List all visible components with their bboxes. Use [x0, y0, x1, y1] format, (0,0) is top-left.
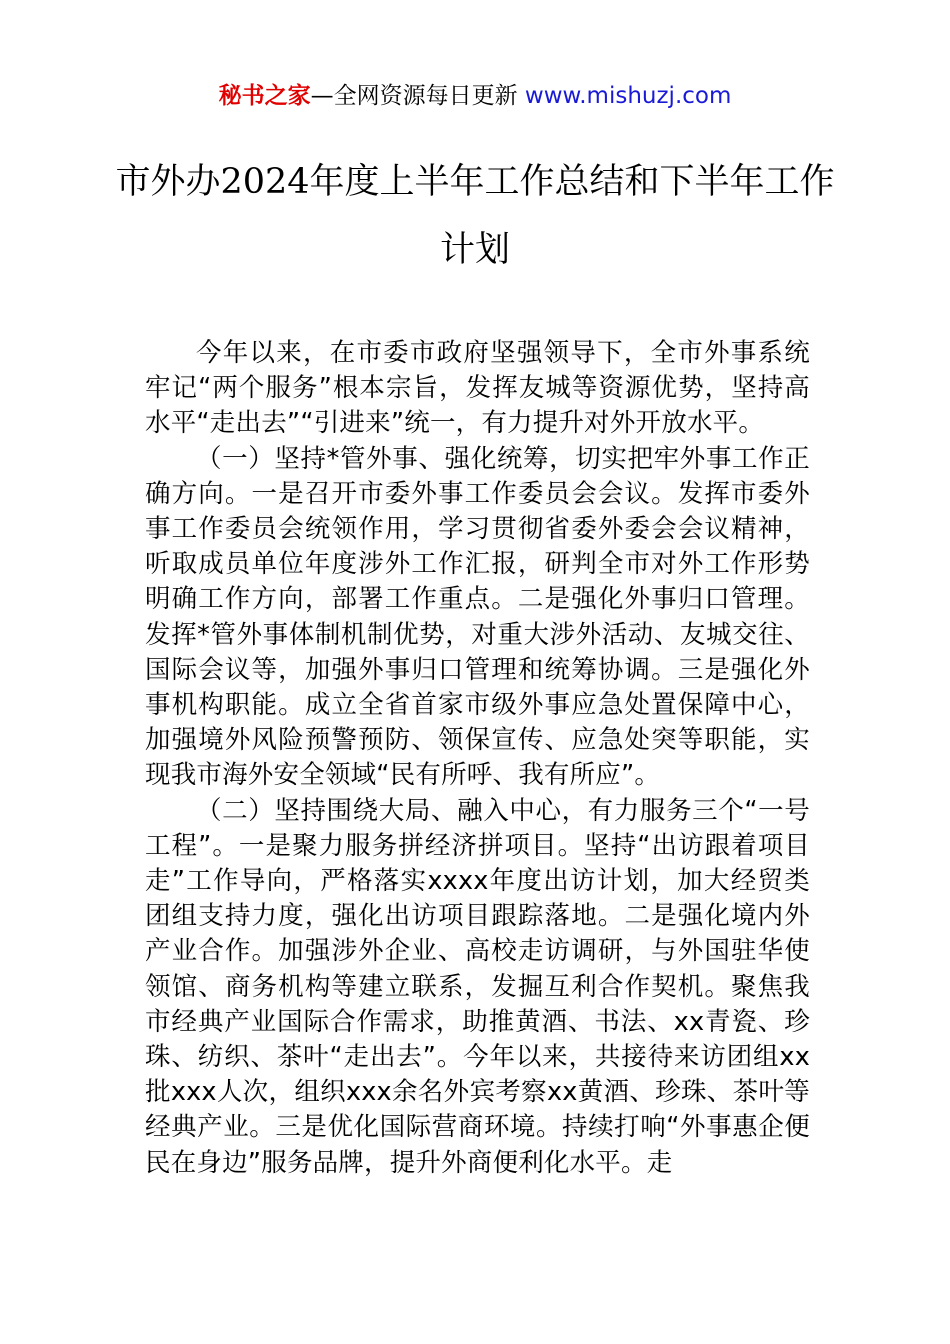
paragraph-section-2: （二）坚持围绕大局、融入中心，有力服务三个“一号工程”。一是聚力服务拼经济拼项目。坚持“出访跟着项目走”工作导向，严格落实xxxx年度出访计划，加大经贸类团组支持力度，强化出访项目跟踪落地。二是强化境内外产业合作。加强涉外企业、高校走访调研，与外国驻华使领馆、商务机构等建立联系，发掘互利合作契机。聚焦我市经典产业国际合作需求，助推黄酒、书法、xx青瓷、珍珠、纺织、茶叶“走出去”。今年以来，共接待来访团组xx批xxx人次，组织xxx余名外宾考察xx黄酒、珍珠、茶叶等经典产业。三是优化国际营商环境。持续打响“外事惠企便民在身边”服务品牌，提升外商便利化水平。走 — [145, 795, 810, 1178]
header-tagline: —全网资源每日更新 — [310, 83, 525, 109]
site-header — [0, 78, 950, 114]
document-body — [145, 336, 810, 1181]
document-title: 市外办2024年度上半年工作总结和下半年工作计划 — [115, 162, 835, 270]
site-url[interactable]: www.mishuzj.com — [524, 83, 732, 109]
brand-name: 秘书之家 — [218, 83, 311, 109]
paragraph-intro: 今年以来，在市委市政府坚强领导下，全市外事系统牢记“两个服务”根本宗旨，发挥友城等资源优势，坚持高水平“走出去”“引进来”统一，有力提升对外开放水平。 — [145, 338, 810, 439]
paragraph-section-1: （一）坚持*管外事、强化统筹，切实把牢外事工作正确方向。一是召开市委外事工作委员会会议。发挥市委外事工作委员会统领作用，学习贯彻省委外委会会议精神，听取成员单位年度涉外工作汇报，研判全市对外工作形势明确工作方向，部署工作重点。二是强化外事归口管理。发挥*管外事体制机制优势，对重大涉外活动、友城交往、国际会议等，加强外事归口管理和统筹协调。三是强化外事机构职能。成立全省首家市级外事应急处置保障中心，加强境外风险预警预防、领保宣传、应急处突等职能，实现我市海外安全领域“民有所呼、我有所应”。 — [145, 443, 810, 791]
